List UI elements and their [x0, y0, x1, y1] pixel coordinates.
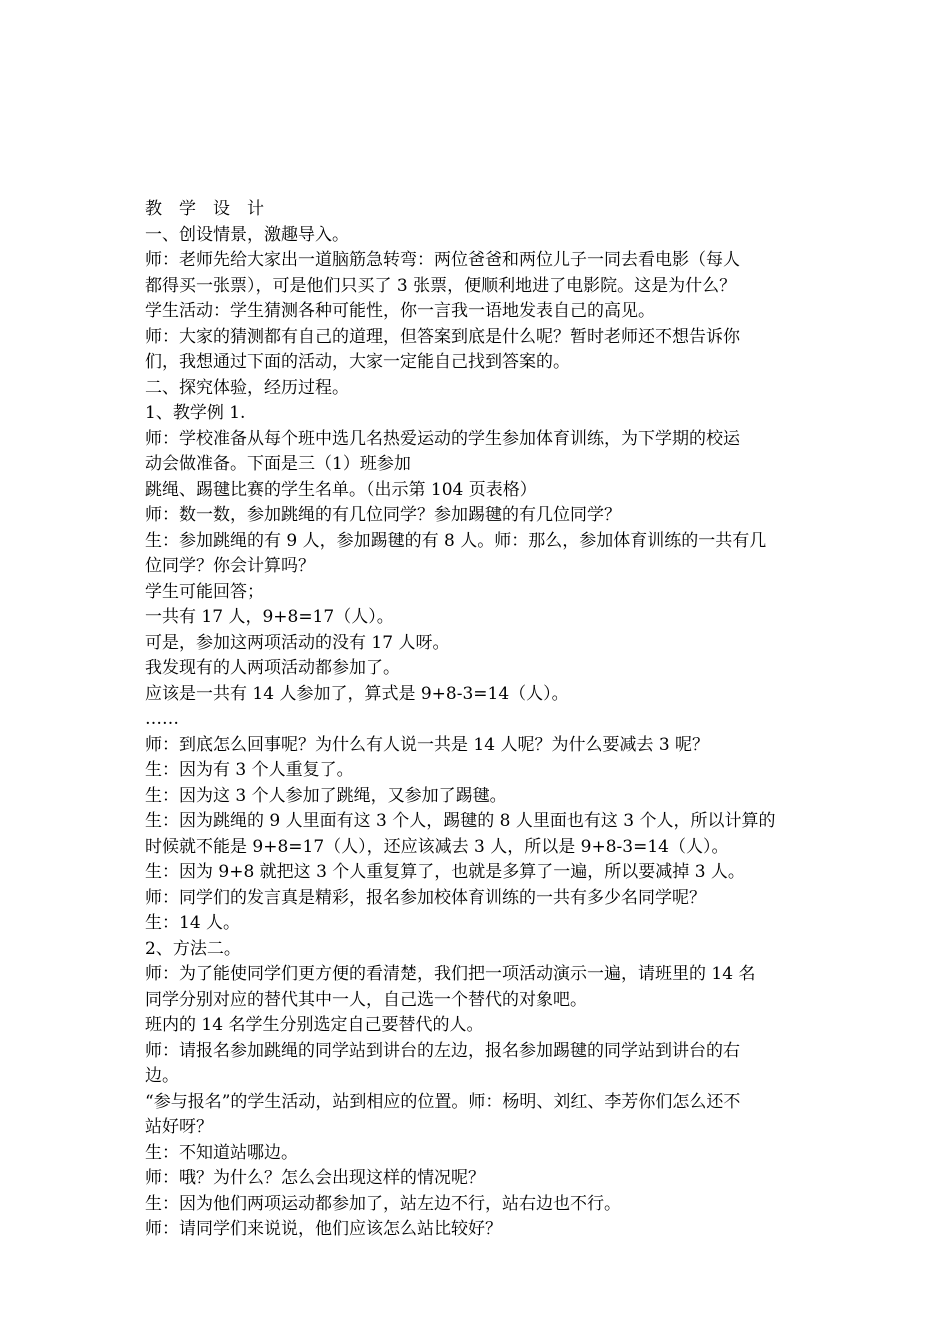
document-title: 教 学 设 计 — [145, 199, 264, 219]
text-line: 师：到底怎么回事呢？为什么有人说一共是 14 人呢？为什么要减去 3 呢？ — [145, 734, 710, 755]
text-line: 生：因为他们两项运动都参加了，站左边不行，站右边也不行。 — [145, 1193, 621, 1214]
text-line: 师：哦？为什么？怎么会出现这样的情况呢？ — [145, 1168, 485, 1188]
text-line: 1、教学例 1. — [145, 403, 246, 423]
text-line: 们，我想通过下面的活动，大家一定能自己找到答案的。 — [145, 352, 570, 372]
text-line: 学生可能回答； — [145, 581, 264, 602]
text-line: 边。 — [145, 1066, 179, 1086]
text-line: 师：为了能使同学们更方便的看清楚，我们把一项活动演示一遍，请班里的 14 名 — [145, 964, 756, 984]
text-line: 时候就不能是 9+8=17（人），还应该减去 3 人，所以是 9+8-3=14（人）。 — [145, 836, 729, 857]
text-line: 师：大家的猜测都有自己的道理，但答案到底是什么呢？暂时老师还不想告诉你 — [145, 326, 740, 347]
text-line: 动会做准备。下面是三（1）班参加 — [145, 454, 411, 474]
text-line: 跳绳、踢毽比赛的学生名单。（出示第 104 页表格） — [145, 479, 537, 500]
text-line: 师：请同学们来说说，他们应该怎么站比较好？ — [145, 1219, 502, 1239]
document-body — [145, 197, 815, 1243]
text-line: “参与报名”的学生活动，站到相应的位置。师：杨明、刘红、李芳你们怎么还不 — [145, 1091, 741, 1112]
text-line: 应该是一共有 14 人参加了，算式是 9+8-3=14（人）。 — [145, 683, 569, 704]
text-line: 站好呀？ — [145, 1117, 213, 1137]
text-line: 师：老师先给大家出一道脑筋急转弯：两位爸爸和两位儿子一同去看电影（每人 — [145, 250, 740, 270]
text-line: 生：因为这 3 个人参加了跳绳，又参加了踢毽。 — [145, 785, 507, 806]
text-line: 2、方法二。 — [145, 938, 241, 959]
text-line: 可是，参加这两项活动的没有 17 人呀。 — [145, 632, 450, 653]
text-line: 同学分别对应的替代其中一人，自己选一个替代的对象吧。 — [145, 989, 587, 1010]
text-line: 生：因为有 3 个人重复了。 — [145, 760, 354, 780]
text-line: 师：同学们的发言真是精彩，报名参加校体育训练的一共有多少名同学呢？ — [145, 887, 706, 908]
text-line: 二、探究体验，经历过程。 — [145, 377, 349, 398]
text-line: 位同学？你会计算吗？ — [145, 556, 315, 576]
text-line: 师：数一数，参加跳绳的有几位同学？参加踢毽的有几位同学？ — [145, 505, 621, 525]
text-line: 学生活动：学生猜测各种可能性，你一言我一语地发表自己的高见。 — [145, 301, 655, 321]
text-line: 一共有 17 人，9+8=17（人）。 — [145, 607, 394, 627]
text-line: 生：因为 9+8 就把这 3 个人重复算了，也就是多算了一遍，所以要减掉 3 人。 — [145, 862, 745, 882]
text-line: 生：14 人。 — [145, 913, 241, 933]
text-line: 生：不知道站哪边。 — [145, 1142, 298, 1163]
text-line: 生：因为跳绳的 9 人里面有这 3 个人，踢毽的 8 人里面也有这 3 个人，所以计算的 — [145, 811, 776, 831]
text-line: 班内的 14 名学生分别选定自己要替代的人。 — [145, 1015, 484, 1035]
text-line: 生：参加跳绳的有 9 人，参加踢毽的有 8 人。师：那么，参加体育训练的一共有几 — [145, 530, 767, 551]
text-line: 都得买一张票），可是他们只买了 3 张票，便顺利地进了电影院。这是为什么？ — [145, 275, 737, 296]
text-line: 师：请报名参加跳绳的同学站到讲台的左边，报名参加踢毽的同学站到讲台的右 — [145, 1040, 740, 1061]
text-line: 师：学校准备从每个班中选几名热爱运动的学生参加体育训练，为下学期的校运 — [145, 428, 740, 449]
text-line: …… — [145, 709, 179, 729]
text-line: 我发现有的人两项活动都参加了。 — [145, 658, 400, 678]
text-line: 一、创设情景，激趣导入。 — [145, 224, 349, 245]
